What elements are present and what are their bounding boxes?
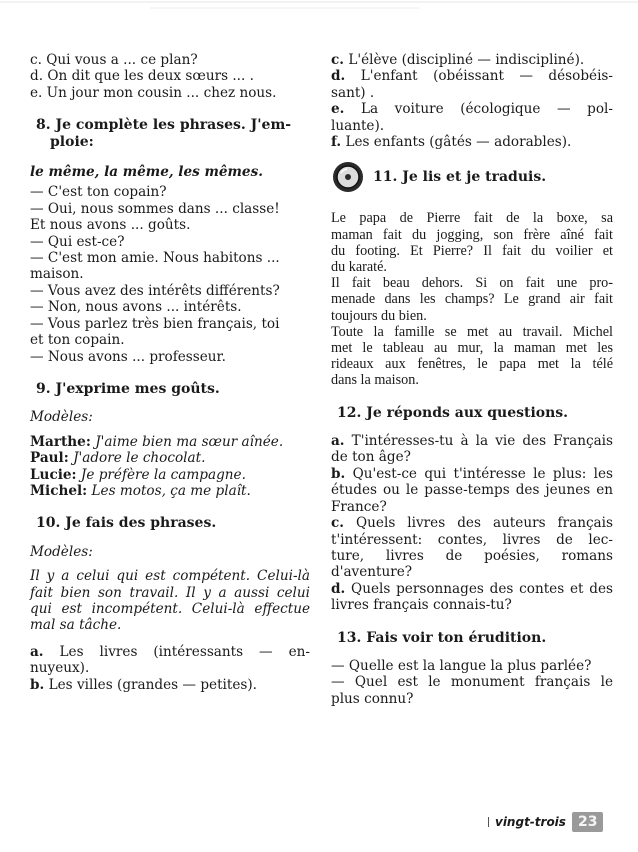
- item-letter: b.: [331, 465, 346, 482]
- exercise-10-model-line: mal sa tâche.: [30, 617, 122, 634]
- item-letter: a.: [30, 643, 44, 660]
- footer-tick: [488, 817, 489, 827]
- model-line: [30, 483, 310, 499]
- dialogue-line: Et nous avons ... goûts.: [30, 217, 191, 234]
- model-text: Je préfère la campagne.: [80, 466, 246, 483]
- text-line: Toute la famille se met au travail. Michel: [331, 323, 613, 340]
- dialogue-line: — Qui est-ce?: [30, 233, 125, 250]
- question-text: études ou le passe-temps des jeunes en: [331, 482, 613, 499]
- text-line: maman fait du jogging, son frère aîné fait: [331, 226, 613, 243]
- exercise-10-model-line: qui est incompétent. Celui-là effectue: [30, 600, 310, 617]
- item-text: Les villes (grandes — petites).: [48, 676, 257, 693]
- exercise-8-subtitle: le même, la même, les mêmes.: [30, 164, 263, 181]
- question-text: Qu'est-ce qui t'intéresse le plus: les: [352, 465, 613, 482]
- dialogue-line: — Quelle est la langue la plus parlée?: [331, 657, 592, 674]
- item-letter: f.: [331, 134, 342, 151]
- exercise-10-model-line: fait bien son travail. Il y a aussi celui: [30, 584, 310, 601]
- item-text: L'enfant (obéissant — désobéis-: [360, 68, 613, 85]
- text-line: rideaux aux fenêtres, le papa met la télé: [331, 356, 613, 373]
- exercise-12-title: 12. Je réponds aux questions.: [337, 404, 569, 421]
- model-text: J'adore le chocolat.: [73, 450, 206, 467]
- exercise-10-item-a: [30, 644, 310, 660]
- right-item-d-cont: sant) .: [331, 84, 375, 101]
- exercise-10-title: 10. Je fais des phrases.: [36, 515, 217, 532]
- text-line: toujours du bien.: [331, 307, 427, 324]
- speaker-name: Lucie:: [30, 466, 77, 483]
- model-text: Les motos, ça me plaît.: [91, 482, 251, 499]
- question-text: de ton âge?: [331, 449, 411, 466]
- right-item-e-cont: luante).: [331, 117, 385, 134]
- right-item-d: [331, 68, 613, 84]
- text-line: du footing. Et Pierre? Il fait du voilier et: [331, 242, 613, 259]
- dialogue-line: maison.: [30, 266, 84, 283]
- exercise-12-question-a: [331, 433, 613, 466]
- right-item-e: [331, 101, 613, 117]
- exercise-8-title-line1: 8. Je complète les phrases. J'em-: [36, 117, 292, 134]
- item-letter: b.: [30, 676, 45, 693]
- question-text: livres français connais-tu?: [331, 597, 512, 614]
- text-line: du karaté.: [331, 259, 387, 276]
- exercise-11-title: 11. Je lis et je traduis.: [373, 169, 547, 186]
- dialogue-line: — Vous avez des intérêts différents?: [30, 282, 280, 299]
- left-top-line: c. Qui vous a ... ce plan?: [30, 52, 198, 68]
- exercise-13-title: 13. Fais voir ton érudition.: [337, 629, 547, 646]
- question-text: France?: [331, 498, 387, 515]
- dialogue-line: — C'est mon amie. Nous habitons ...: [30, 250, 280, 267]
- exercise-12-question-d: [331, 581, 613, 614]
- cd-disc-icon: [333, 162, 363, 192]
- right-item-f: [331, 134, 613, 150]
- dialogue-line: — Non, nous avons ... intérêts.: [30, 299, 242, 316]
- right-column: [331, 52, 613, 707]
- text-line: Le papa de Pierre fait de la boxe, sa: [331, 210, 613, 227]
- item-letter: e.: [331, 101, 345, 118]
- model-line: [30, 434, 310, 450]
- exercise-11-heading: [333, 162, 613, 192]
- dialogue-line: — Vous parlez très bien français, toi: [30, 315, 280, 332]
- exercise-10-models-label: Modèles:: [30, 543, 93, 560]
- page-number-word: vingt-trois: [495, 815, 566, 829]
- question-text: Quels livres des auteurs français: [356, 515, 613, 532]
- exercise-12-question-c: [331, 515, 613, 581]
- item-text: La voiture (écologique — pol-: [360, 101, 613, 118]
- exercise-8-heading: [30, 117, 310, 150]
- exercise-12-question-b: [331, 466, 613, 515]
- left-top-line: e. Un jour mon cousin ... chez nous.: [30, 84, 277, 101]
- dialogue-line: — Nous avons ... professeur.: [30, 348, 226, 365]
- speaker-name: Paul:: [30, 450, 69, 467]
- exercise-10-model-line: Il y a celui qui est compétent. Celui-là: [30, 568, 310, 585]
- text-line: dans la maison.: [331, 372, 419, 389]
- page-number-badge: 23: [572, 812, 603, 832]
- right-item-c: [331, 52, 613, 68]
- left-column: [30, 52, 310, 693]
- text-line: Il fait beau dehors. Si on fait une pro-: [331, 275, 613, 292]
- model-line: [30, 450, 310, 466]
- exercise-8-body: [30, 184, 310, 364]
- item-letter: d.: [331, 68, 346, 85]
- scan-edge-artifact: [0, 0, 638, 30]
- exercise-8-title-line2: ploie:: [50, 133, 94, 150]
- model-text: J'aime bien ma sœur aînée.: [95, 433, 284, 450]
- item-letter: c.: [331, 52, 345, 68]
- exercise-9-title: 9. J'exprime mes goûts.: [36, 380, 220, 397]
- dialogue-line: — Oui, nous sommes dans ... classe!: [30, 200, 280, 217]
- question-text: T'intéresses-tu à la vie des Français: [351, 433, 613, 450]
- exercise-10-item-b: [30, 677, 310, 693]
- speaker-name: Michel:: [30, 482, 88, 499]
- item-text: L'élève (discipliné — indiscipliné).: [348, 52, 585, 68]
- left-top-line: d. On dit que les deux sœurs ... .: [30, 68, 254, 85]
- item-letter: a.: [331, 433, 345, 450]
- model-line: [30, 467, 310, 483]
- dialogue-line: — Quel est le monument français le: [331, 674, 613, 691]
- item-letter: d.: [331, 580, 346, 597]
- dialogue-line: — C'est ton copain?: [30, 184, 167, 201]
- dialogue-line: et ton copain.: [30, 332, 125, 349]
- text-line: menade dans les champs? Le grand air fait: [331, 291, 613, 308]
- page-footer: [488, 811, 603, 833]
- question-text: Quels personnages des contes et des: [351, 580, 613, 597]
- speaker-name: Marthe:: [30, 433, 91, 450]
- dialogue-line: plus connu?: [331, 690, 414, 707]
- text-line: met le tableau au mur, la maman met les: [331, 340, 613, 357]
- question-text: d'aventure?: [331, 564, 413, 581]
- item-text: Les livres (intéressants — en-: [59, 643, 310, 660]
- item-text: Les enfants (gâtés — adorables).: [345, 134, 572, 151]
- question-text: t'intéressent: contes, livres de lec-: [331, 531, 613, 548]
- question-text: ture, livres de poésies, romans: [331, 547, 613, 564]
- exercise-11-text: [331, 210, 613, 388]
- item-letter: c.: [331, 515, 345, 532]
- exercise-9-models-label: Modèles:: [30, 409, 93, 426]
- exercise-10-item-a-cont: nuyeux).: [30, 660, 90, 677]
